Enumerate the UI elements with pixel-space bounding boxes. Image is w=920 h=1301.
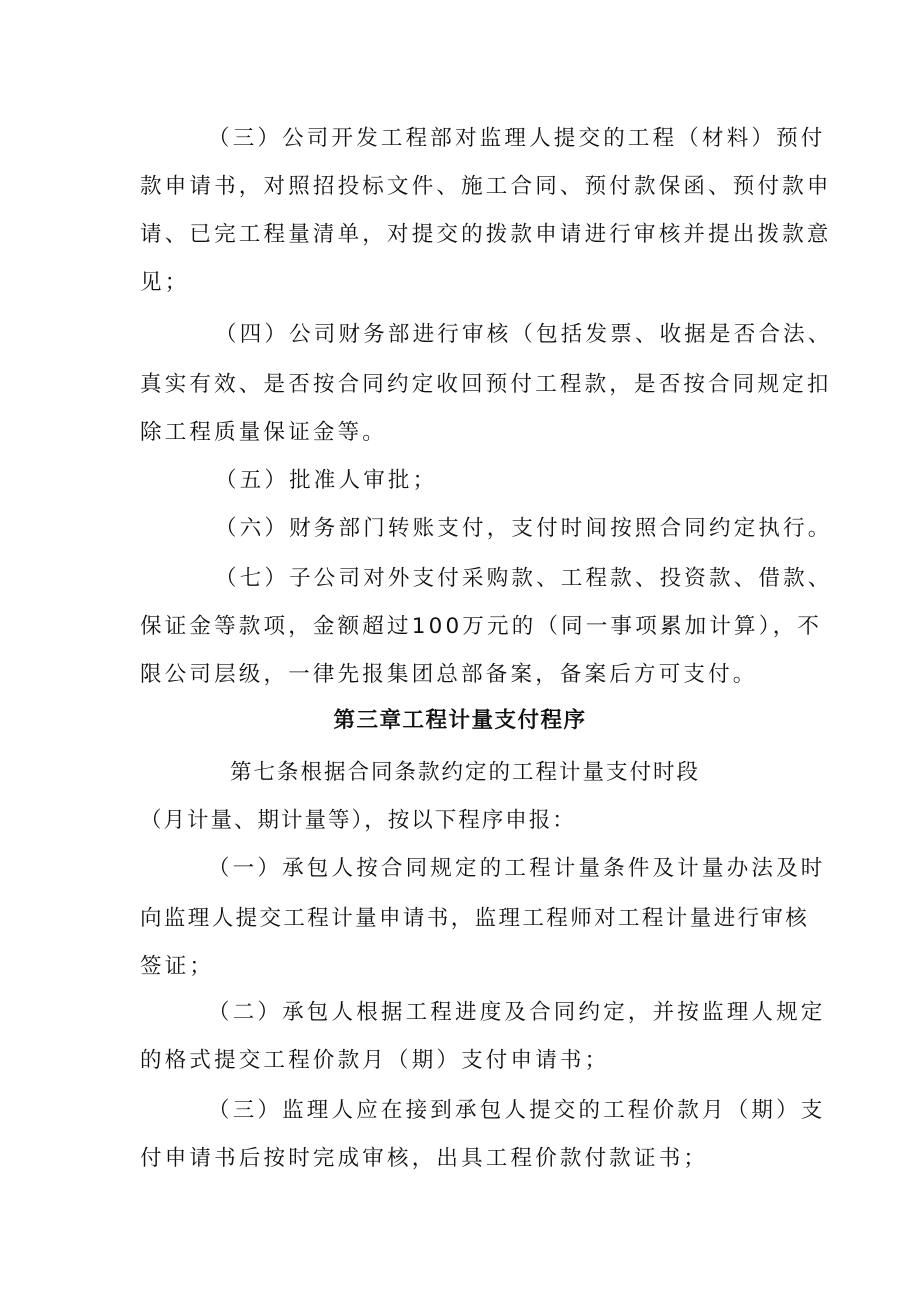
paragraph-7-line-2: 保证金等款项，金额超过100万元的（同一事项累加计算），不 xyxy=(140,614,823,639)
paragraph-5: （五）批准人审批； xyxy=(215,468,438,493)
paragraph-3-line-2: 款申请书，对照招投标文件、施工合同、预付款保函、预付款申 xyxy=(140,174,832,199)
item-2-line-1: （二）承包人根据工程进度及合同约定，并按监理人规定 xyxy=(208,1000,826,1025)
paragraph-7-line-1: （七）子公司对外支付采购款、工程款、投资款、借款、 xyxy=(215,566,833,591)
item-2-line-2: 的格式提交工程价款月（期）支付申请书； xyxy=(140,1048,610,1073)
paragraph-3-line-4: 见； xyxy=(140,270,190,295)
paragraph-6: （六）财务部门转账支付，支付时间按照合同约定执行。 xyxy=(215,516,833,541)
paragraph-4-line-3: 除工程质量保证金等。 xyxy=(140,420,388,445)
paragraph-3-line-3: 请、已完工程量清单，对提交的拨款申请进行审核并提出拨款意 xyxy=(140,222,832,247)
chapter-heading: 第三章工程计量支付程序 xyxy=(333,708,587,733)
item-1-line-1: （一）承包人按合同规定的工程计量条件及计量办法及时 xyxy=(208,856,826,881)
article-7-line-2: （月计量、期计量等），按以下程序申报： xyxy=(140,808,576,833)
article-7-line-1: 第七条根据合同条款约定的工程计量支付时段 xyxy=(230,760,701,785)
paragraph-4-line-1: （四）公司财务部进行审核（包括发票、收据是否合法、 xyxy=(215,322,833,347)
item-3-line-2: 付申请书后按时完成审核，出具工程价款付款证书； xyxy=(140,1146,709,1171)
paragraph-7-line-3: 限公司层级，一律先报集团总部备案，备案后方可支付。 xyxy=(140,662,758,687)
item-1-line-3: 签证； xyxy=(140,954,215,979)
item-3-line-1: （三）监理人应在接到承包人提交的工程价款月（期）支 xyxy=(208,1098,826,1123)
paragraph-3-line-1: （三）公司开发工程部对监理人提交的工程（材料）预付 xyxy=(208,126,826,151)
paragraph-4-line-2: 真实有效、是否按合同约定收回预付工程款，是否按合同规定扣 xyxy=(140,372,832,397)
item-1-line-2: 向监理人提交工程计量申请书，监理工程师对工程计量进行审核 xyxy=(140,906,810,931)
